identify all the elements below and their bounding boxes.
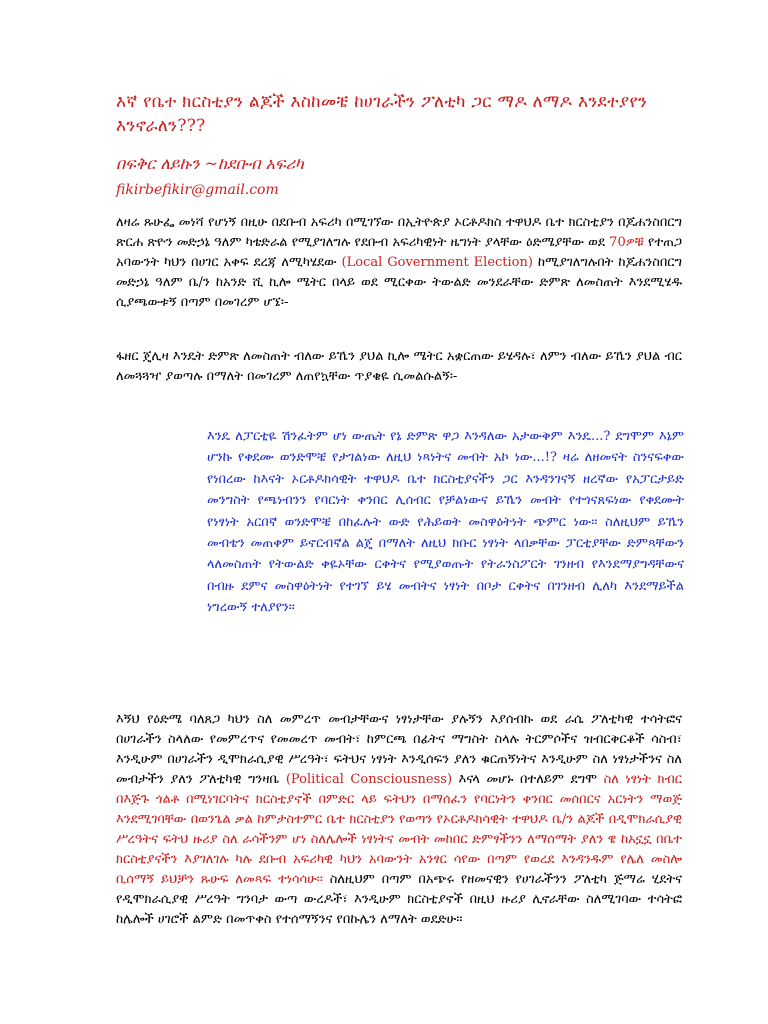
article-title: እኛ የቤተ ክርስቲያን ልጆች እስከመቼ ከሀገራችን ፖለቲካ ጋር ማዶ ለማዶ እንደተያየን እንኖራለን??? [116,92,648,136]
author-byline: በፍቅር ለይኩን ~ከደቡብ አፍሪካ [116,154,304,173]
paragraph-text: ከሚያገለግሉበት ከጆሐንስበርግ መድኃኔ ዓለም ቤ/ን ከአንድ ሺ ኪሎ ሜትር በላይ ወደ ሚርቀው ትውልድ መንደራቸው ድምጽ ለመስጠት እንደሚሄዱ ሲያጫውቱኝ በጣም በመገረም ሆኜ፡- [116,255,682,310]
highlight-age: 70ዎቹ [609,235,644,250]
paragraph-text: የተጠጋ አባውንት ካህን በሀገር አቀፍ ደረጃ ለሚካሄደው [116,235,683,270]
author-email[interactable]: fikirbefikir@gmail.com [116,182,279,198]
paragraph-text: እናላ መሆኑ በተለይም ደግሞ [452,772,604,787]
paragraph-intro [116,213,682,313]
highlight-political: (Political Consciousness) [285,772,453,787]
highlight-election: (Local Government Election) [341,255,533,270]
paragraph-text: ስለዚህም በጣም በአጭሩ የዘመናዊን የሀገራችንን ፖለቲካ ጅማሬ ሂደትና የዲሞክራሲያዊ ሥረዓት ግንባታ ውጣ ውረዶች፣ እንዲሁም ክርስቲያኖች በዚህ ዙሪያ ሊኖራቸው ስለሚገባው ተሳትፎ ከሌሎች ሀገሮች ልምድ በመጥቀስ የተሰማኝንና የበኩሌን ለማለት ወደድሁ፡፡ [116,872,683,927]
paragraph-text: እኝህ የዕድሜ ባለጸጋ ካህን ስለ መምረጥ መብታቸውና ነፃነታቸው ያሉኝን እያሰብኩ ወደ ራሴ ፖለቲካዊ ተሳትፎና በሀገራችን ስላለው የመምረጥና የመመረጥ መብት፣ ከምርጫ በፊትና ማግስት ስላሉ ትርምሶችና ዝብርቅርቆች ሳስብ፣ እንዲሁም በሀገራችን ዲሞክራሲያዊ ሥረዓት፣ ፍትህና ነፃነት እንዲሰፍን ያለን ቁርጠኝነትና እንዲሁም ስለ ነፃነታችንና ስለ መብታችን ያለን ፖለቲካዊ ግንዛቤ [116,712,682,787]
paragraph-question: ፋዘር ጄሊዛ እንዴት ድምጽ ለመስጠት ብለው ይኼን ያህል ኪሎ ሜትር አቋርጠው ይሄዳሉ፣ ለምን ብለው ይኼን ያህል ብር ለመጓጓዣ ያወጣሉ በማለት በመገረም ለጠየኳቸው ጥያቄዬ ሲመልሱልኝ፡- [116,349,682,384]
priest-quote: እንዴ ለፓርቲዬ ሽንፈትም ሆነ ውጤት የኔ ድምጽ ዋጋ እንዳለው አታውቅም እንዴ...? ደግሞም እኔም ሆንኩ የቀደሙ ወንድሞቼ የታገልነው ለዚህ ነጻነትና መብት አኮ ነው...!? ዛሬ ለዘመናት ስንናፍቀው የነበረው ከእናት ኦርቶዶክሳዊት ተዋህዶ ቤተ ክርስቲያናችን ጋር እንዳንገናኝ ዘረኛው የአፓርታይድ መንግስት የጫነብንን የባርነት ቀንበር ሊሰብር የቻልነውና ይኼን መብት የተጎናጸፍነው የቀደሙት የነፃነት አርበኛ ወንድሞቼ በከፈሉት ውድ የሕይወት መስዋዕትነት ጭምር ነው፡፡ ስለዚህም ይኼን መብቴን መጠቀም ይኖርብኛል ልጄ በማለት ለዚህ ክቡር ነፃነት ላበቃቸው ፓርቲያቸው ድምጻቸውን ላለመስጠት የትውልድ ቀዬኦቸው ርቀትና የሚያወጡት የትራንስፖርት ገንዘብ የእንደማያግዳቸውና በብዙ ደምና መስዋዕትነት የተገኘ ይሄ መብትና ነፃነት በቦታ ርቀትና በገንዘብ ሊለካ እንደማይችል ነግረውኝ ተለያየን፡፡ [207,429,684,616]
highlight-red-passage: ስለ ነፃነት ክብር በእጅጉ ጎልቶ በሚነገርባትና ክርስቲያኖች በምድር ላይ ፍትህን በማሰፈን የባርነትን ቀንበር መሰበርና አርነትን ማወጅ እንደሚገባቸው በወንጌል ቃል ከምታስተምር ቤተ ክርስቲያን የወጣን የኦርቶዶክሳዊት ተዋህዶ ቤ/ን ልጆች በዲሞክራሲያዊ ሥረዓትና ፍትህ ዙሪያ ስለ ራሳችንም ሆነ ስለሌሎች ነፃነትና መብት መከበር ድምፃችንን ለማሰማት ያለን ዌ ከአኗኗ በቤተ ክርስቲያናችን እያገለገሉ ካሉ ደቡብ አፍሪካዊ ካህን አባውንት አንፃር ሳየው በጣም የወረደ እንዳንዱም የሌለ መስሎ ቢሰማኝ ይህቻን ጹሁፍ ለመጻፍ ተነሳሳሁ፡፡ [116,772,682,887]
paragraph-text: ለዛሬ ጹሁፌ መነሻ የሆነኝ በዚሁ በደቡብ አፍሪካ በሚገኘው በኢትዮጵያ ኦርቶዶክስ ተዋህዶ ቤተ ክርስቲያን በጆሐንስበርግ ጽርሐ ጽዮን መድኃኔ ዓለም ካቴድራል የሚያገለግሉ የደቡብ አፍሪካዊነት ዜግነት ያላቸው ዕድሜያቸው ወደ [116,215,682,250]
paragraph-reflection [116,710,682,930]
